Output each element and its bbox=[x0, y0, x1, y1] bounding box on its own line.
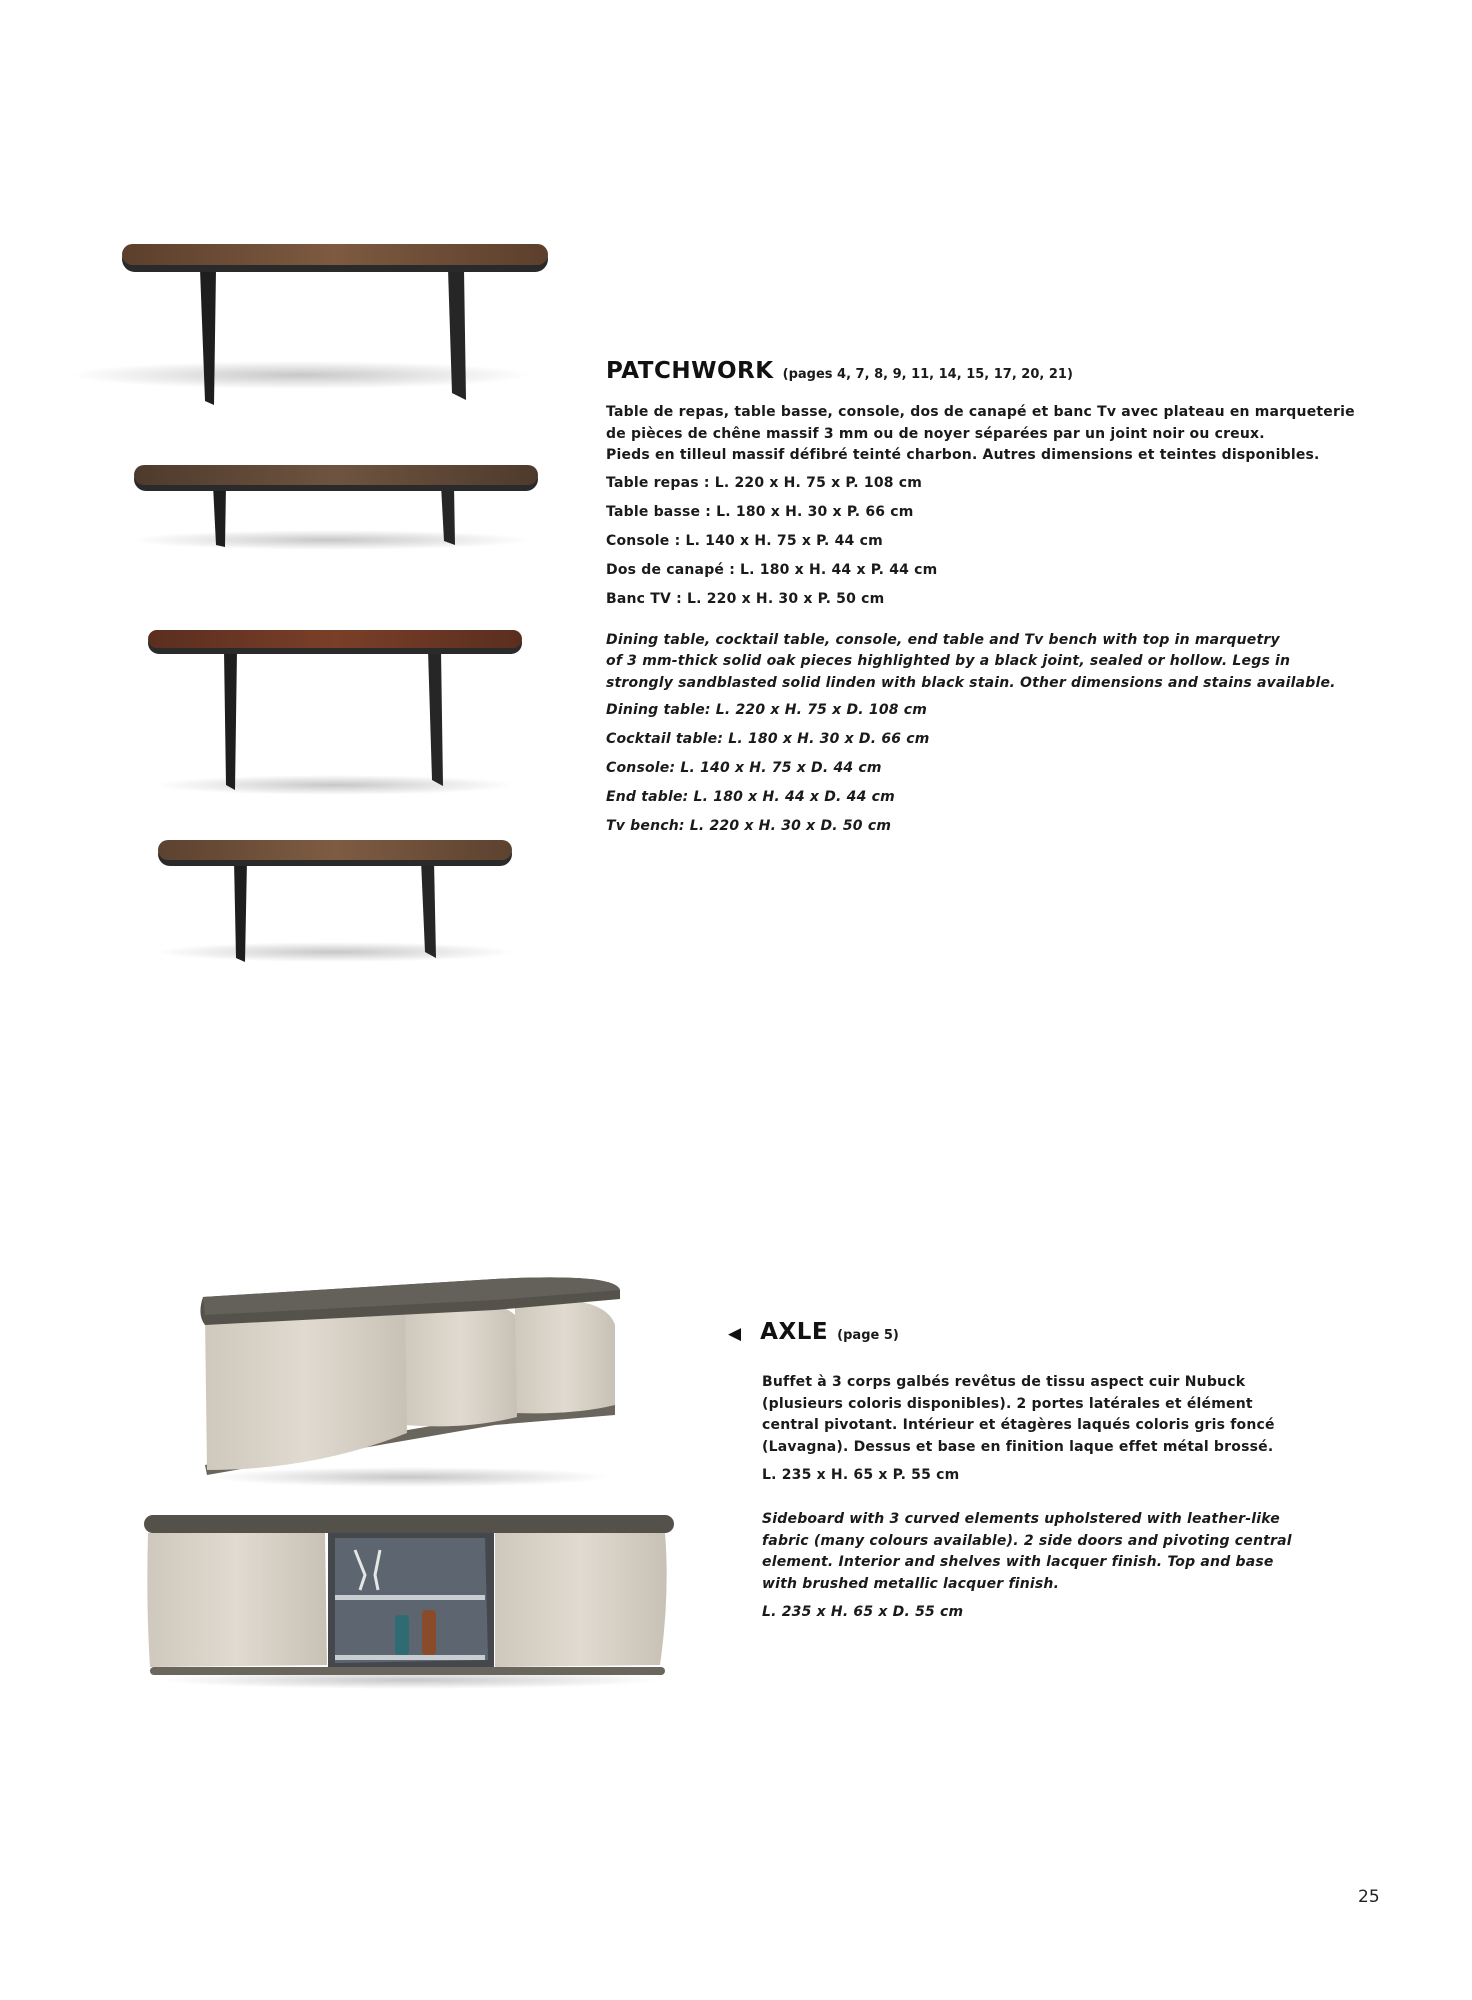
patchwork-end-table-image bbox=[135, 830, 535, 970]
dimension-line: Console : L. 140 x H. 75 x P. 44 cm bbox=[606, 532, 883, 549]
axle-heading bbox=[728, 1319, 899, 1345]
patchwork-title: PATCHWORK bbox=[606, 358, 774, 384]
text-line: (plusieurs coloris disponibles). 2 portes latérales et élément bbox=[762, 1395, 1253, 1412]
text-line: element. Interior and shelves with lacquer finish. Top and base bbox=[762, 1554, 1274, 1570]
axle-french-description bbox=[762, 1372, 1412, 1487]
patchwork-dining-table-image bbox=[40, 235, 560, 415]
patchwork-section bbox=[606, 358, 1406, 841]
dimension-line: Dining table: L. 220 x H. 75 x D. 108 cm bbox=[606, 702, 928, 718]
axle-sideboard-open-image bbox=[140, 1505, 680, 1695]
dimension-line: Banc TV : L. 220 x H. 30 x P. 50 cm bbox=[606, 590, 885, 607]
text-line: with brushed metallic lacquer finish. bbox=[762, 1575, 1060, 1592]
text-line: of 3 mm-thick solid oak pieces highlighted by a black joint, sealed or hollow. Legs in bbox=[606, 653, 1291, 669]
patchwork-pages-ref: (pages 4, 7, 8, 9, 11, 14, 15, 17, 20, 21) bbox=[782, 367, 1073, 382]
patchwork-heading bbox=[606, 358, 1406, 384]
text-line: Buffet à 3 corps galbés revêtus de tissu aspect cuir Nubuck bbox=[762, 1374, 1246, 1390]
text-line: central pivotant. Intérieur et étagères laqués coloris gris foncé bbox=[762, 1417, 1275, 1433]
dimension-line: Table basse : L. 180 x H. 30 x P. 66 cm bbox=[606, 503, 914, 520]
axle-english-dimensions: L. 235 x H. 65 x D. 55 cm bbox=[762, 1604, 964, 1620]
dimension-line: End table: L. 180 x H. 44 x D. 44 cm bbox=[606, 789, 895, 805]
text-line: Sideboard with 3 curved elements upholstered with leather-like bbox=[762, 1511, 1280, 1527]
text-line: Pieds en tilleul massif défibré teinté charbon. Autres dimensions et teintes disponibles. bbox=[606, 447, 1320, 463]
patchwork-french-dimensions bbox=[606, 469, 1406, 614]
axle-pages-ref: (page 5) bbox=[837, 1328, 899, 1343]
dimension-line: Dos de canapé : L. 180 x H. 44 x P. 44 cm bbox=[606, 561, 938, 578]
patchwork-console-image bbox=[130, 620, 540, 800]
patchwork-english-description bbox=[606, 630, 1406, 842]
dimension-line: Console: L. 140 x H. 75 x D. 44 cm bbox=[606, 760, 882, 776]
text-line: fabric (many colours available). 2 side doors and pivoting central bbox=[762, 1532, 1292, 1549]
text-line: Table de repas, table basse, console, dos de canapé et banc Tv avec plateau en marqueterie bbox=[606, 404, 1355, 420]
text-line: strongly sandblasted solid linden with black stain. Other dimensions and stains available. bbox=[606, 674, 1336, 691]
text-line: Dining table, cocktail table, console, end table and Tv bench with top in marquetry bbox=[606, 631, 1280, 648]
patchwork-french-description bbox=[606, 402, 1406, 614]
axle-title: AXLE bbox=[760, 1319, 829, 1345]
axle-english-description bbox=[762, 1509, 1412, 1624]
left-arrow-icon: ◀ bbox=[728, 1324, 742, 1344]
axle-french-dimensions: L. 235 x H. 65 x P. 55 cm bbox=[762, 1467, 960, 1483]
text-line: (Lavagna). Dessus et base en finition laque effet métal brossé. bbox=[762, 1438, 1274, 1455]
dimension-line: Table repas : L. 220 x H. 75 x P. 108 cm bbox=[606, 474, 923, 491]
patchwork-coffee-table-image bbox=[110, 455, 560, 565]
axle-sideboard-closed-image bbox=[195, 1265, 625, 1495]
page-number: 25 bbox=[1358, 1887, 1380, 1907]
text-line: de pièces de chêne massif 3 mm ou de noyer séparées par un joint noir ou creux. bbox=[606, 425, 1265, 442]
dimension-line: Cocktail table: L. 180 x H. 30 x D. 66 cm bbox=[606, 731, 930, 747]
dimension-line: Tv bench: L. 220 x H. 30 x D. 50 cm bbox=[606, 818, 892, 834]
patchwork-english-dimensions bbox=[606, 696, 1406, 841]
